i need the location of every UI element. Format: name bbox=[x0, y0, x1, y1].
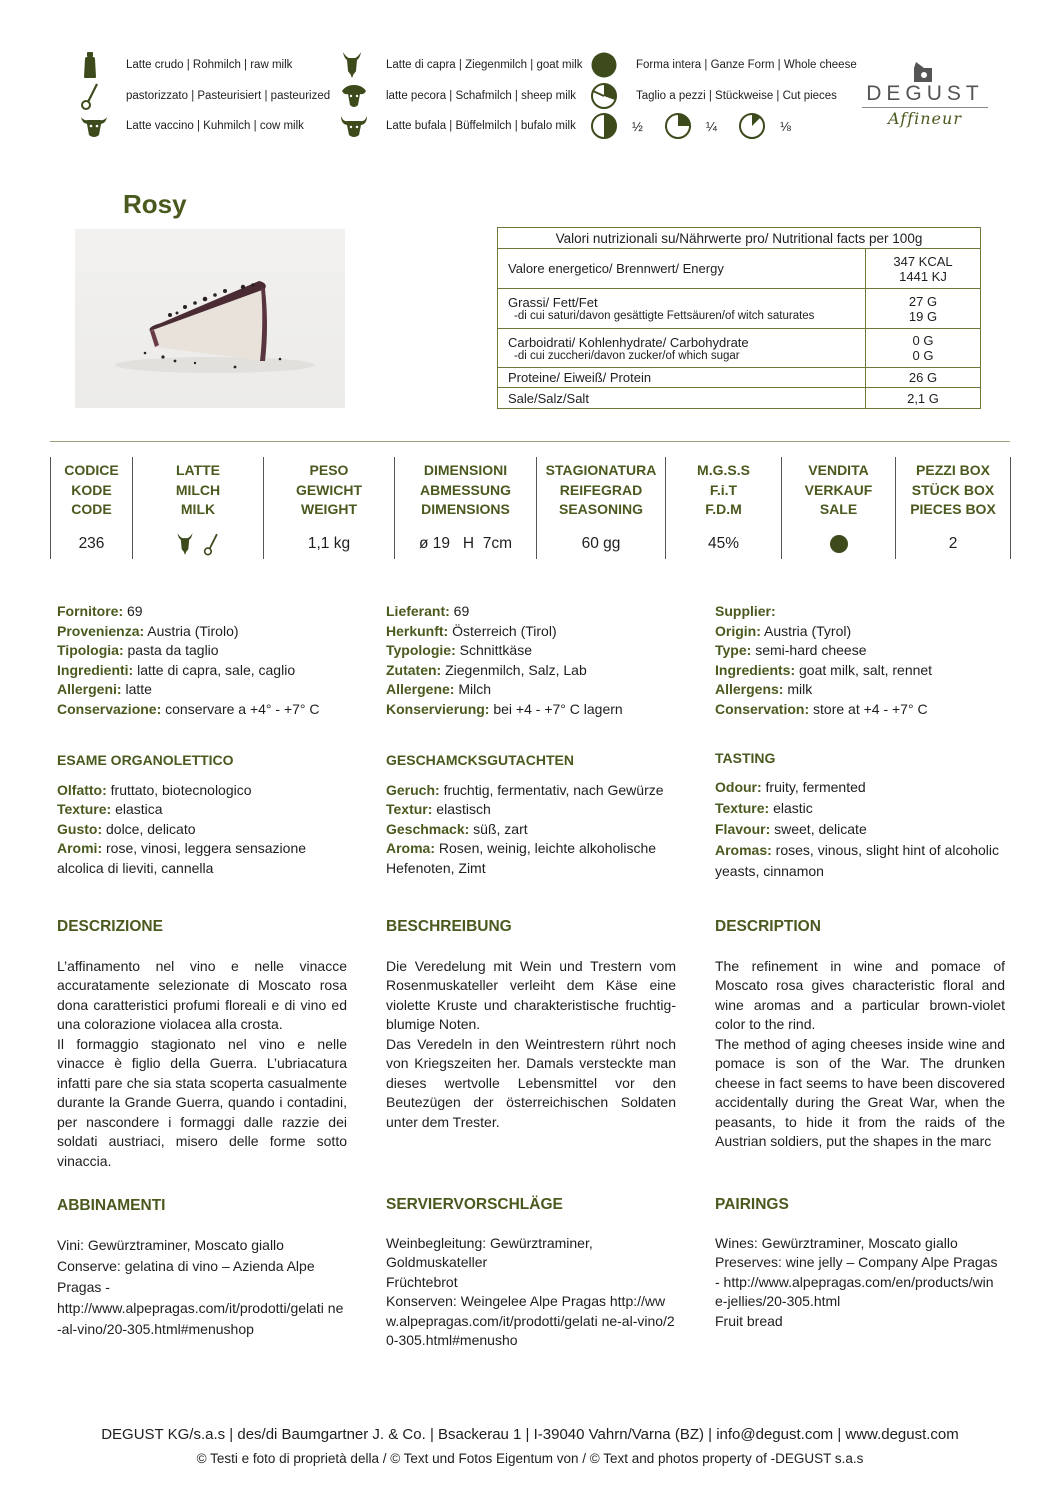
spec-pieces: PEZZI BOX STÜCK BOX PIECES BOX 2 bbox=[895, 457, 1011, 559]
nutrition-header: Valori nutrizionali su/Nährwerte pro/ Nutritional facts per 100g bbox=[498, 228, 981, 249]
pairing-text: Fruit bread bbox=[715, 1312, 783, 1329]
pairing-text: Wines: Gewürztraminer, Moscato giallo bbox=[715, 1234, 958, 1251]
buffalo-icon bbox=[340, 112, 374, 140]
column-en-desc bbox=[715, 917, 1005, 1152]
tasting-block: Odour: fruity, fermented Texture: elastic Flavour: sweet, delicate Aromas: roses, vinous, slight hint of alcoholic yeasts, cinnamon bbox=[715, 778, 1000, 879]
spec-seasoning-value: 60 gg bbox=[581, 535, 621, 552]
legend-item: Latte vaccino | Kuhmilch | cow milk bbox=[80, 111, 330, 142]
legend-forms bbox=[590, 50, 857, 142]
info-block: Lieferant: 69 Herkunft: Österreich (Tirol) Typologie: Schnittkäse Zutaten: Ziegenmilch, Salz, Lab Allergene: Milch Konservierung: bei +4 - +7° C lagern bbox=[386, 603, 623, 717]
legend-animals bbox=[340, 50, 582, 142]
fat-label: Grassi/ Fett/Fet bbox=[508, 295, 598, 310]
whole-cheese-icon bbox=[829, 534, 849, 554]
thermometer-icon bbox=[80, 82, 114, 110]
pairing-link: Preserves: wine jelly – Company Alpe Pragas - http://www.alpepragas.com/en/products/win e-jellies/20-305.html bbox=[715, 1254, 998, 1309]
spec-milk: LATTE MILCH MILK bbox=[132, 457, 263, 559]
protein-label: Proteine/ Eiweiß/ Protein bbox=[498, 368, 866, 388]
description-text: Das Veredeln in den Weintrestern rührt noch von Kriegszeiten her. Damals versteckte man dieses wertvolle Lebensmittel vor den Beutezügen der österreichischen Soldaten unter dem Trester. bbox=[386, 1035, 676, 1130]
column-en-pairings bbox=[715, 1195, 1005, 1331]
quarter-circle-icon bbox=[664, 112, 692, 140]
energy-label: Valore energetico/ Brennwert/ Energy bbox=[498, 249, 866, 289]
spec-weight: PESO GEWICHT WEIGHT 1,1 kg bbox=[263, 457, 394, 559]
spec-dimensions: DIMENSIONI ABMESSUNG DIMENSIONS ø 19 H 7cm bbox=[394, 457, 536, 559]
salt-value: 2,1 G bbox=[866, 388, 981, 409]
cow-icon bbox=[80, 112, 114, 140]
section-title: DESCRIZIONE bbox=[57, 918, 163, 935]
description-text: L’affinamento nel vino e nelle vinacce accuratamente selezionate di Moscato rosa dona caratteristici profumi floreali e di vino ed una colorazione violacea alla crosta. bbox=[57, 957, 347, 1032]
spec-sale: VENDITA VERKAUF SALE bbox=[781, 457, 895, 559]
saturates-value: 19 G bbox=[908, 308, 938, 324]
energy-kj: 1441 KJ bbox=[899, 268, 947, 284]
section-title: BESCHREIBUNG bbox=[386, 918, 512, 935]
degust-logo bbox=[860, 58, 990, 138]
tasting-block: Olfatto: fruttato, biotecnologico Texture: elastica Gusto: dolce, delicato Aromi: rose, vinosi, leggera sensazione alcolica di lieviti, cannella bbox=[57, 781, 307, 876]
sheep-icon bbox=[340, 82, 374, 110]
product-photo bbox=[75, 229, 345, 408]
tasting-block: Geruch: fruchtig, fermentativ, nach Gewürze Textur: elastisch Geschmack: süß, zart Aroma: Rosen, weinig, leichte alkoholische Hefenoten, Zimt bbox=[386, 781, 664, 876]
section-title: ESAME ORGANOLETTICO bbox=[57, 752, 234, 768]
description-text: The refinement in wine and pomace of Moscato rosa gives characteristic floral and wine aromas and a particular brown-violet color to the rind. bbox=[715, 957, 1005, 1032]
spec-seasoning: STAGIONATURA REIFEGRAD SEASONING 60 gg bbox=[536, 457, 665, 559]
legend-item: Forma intera | Ganze Form | Whole cheese bbox=[590, 50, 857, 81]
section-title: ABBINAMENTI bbox=[57, 1197, 166, 1214]
nutrition-table bbox=[497, 227, 981, 409]
legend-item: ½ bbox=[590, 112, 652, 140]
legend-item: ¼ bbox=[664, 112, 726, 140]
product-title: Rosy bbox=[123, 189, 187, 219]
legend bbox=[80, 50, 860, 150]
sugar-label: -di cui zuccheri/davon zucker/of which sugar bbox=[514, 349, 740, 362]
goat-icon bbox=[340, 51, 374, 79]
pairing-link: http://www.alpepragas.com/it/prodotti/gelati ne-al-vino/20-305.html#menushop bbox=[57, 1300, 344, 1337]
carb-value: 0 G bbox=[912, 333, 934, 348]
column-de bbox=[386, 602, 676, 878]
column-it-pairings bbox=[57, 1195, 347, 1340]
saturates-label: -di cui saturi/davon gesättigte Fettsäuren/of witch saturates bbox=[514, 310, 815, 322]
legend-item: Latte bufala | Büffelmilch | bufalo milk bbox=[340, 111, 582, 142]
spec-fdm: M.G.S.S F.i.T F.D.M 45% bbox=[665, 457, 781, 559]
info-block: Fornitore: 69 Provenienza: Austria (Tirolo) Tipologia: pasta da taglio Ingredienti: latte di capra, sale, caglio Allergeni: latte Conservazione: conservare a +4° - +7° C bbox=[57, 603, 320, 717]
sugar-value: 0 G bbox=[912, 348, 934, 363]
protein-value: 26 G bbox=[866, 368, 981, 388]
section-title: SERVIERVORSCHLÄGE bbox=[386, 1196, 563, 1213]
cheese-logo-icon bbox=[912, 60, 934, 84]
footer-contact: DEGUST KG/s.a.s | des/di Baumgartner J. & Co. | Bsackerau 1 | I-39040 Vahrn/Varna (BZ) | info@degust.com | www.degust.com bbox=[101, 1426, 959, 1443]
legend-fractions bbox=[590, 111, 857, 142]
pairing-text: Vini: Gewürztraminer, Moscato giallo bbox=[57, 1237, 284, 1253]
column-it-desc bbox=[57, 917, 347, 1171]
spec-code-value: 236 bbox=[78, 535, 105, 552]
goat-icon bbox=[175, 532, 195, 556]
legend-item: Latte crudo | Rohmilch | raw milk bbox=[80, 50, 330, 81]
spec-code: CODICE KODE CODE 236 bbox=[50, 457, 132, 559]
description-text: Die Veredelung mit Wein und Trestern vom Rosenmuskateller verleiht dem Käse eine violette Kruste und charakteristische fruchtig-blumige Noten. bbox=[386, 957, 676, 1032]
logo-brand: DEGUST bbox=[866, 82, 984, 105]
footer-copyright: © Testi e foto di proprietà della / © Text und Fotos Eigentum von / © Text and photos property of -DEGUST s.a.s bbox=[196, 1451, 864, 1466]
info-block: Supplier: Origin: Austria (Tyrol) Type: semi-hard cheese Ingredients: goat milk, salt, rennet Allergens: milk Conservation: store at +4 - +7° C bbox=[715, 603, 933, 717]
section-title: GESCHAMCKSGUTACHTEN bbox=[386, 752, 574, 768]
column-de-pairings bbox=[386, 1195, 676, 1351]
bottle-icon bbox=[80, 51, 114, 79]
logo-subtitle: Affineur bbox=[888, 109, 962, 128]
column-de-desc bbox=[386, 917, 676, 1132]
section-title: PAIRINGS bbox=[715, 1196, 789, 1213]
carb-label: Carboidrati/ Kohlenhydrate/ Carbohydrate bbox=[508, 334, 749, 350]
pairing-text: Weinbegleitung: Gewürztraminer, Goldmuskateller bbox=[386, 1234, 593, 1270]
column-en bbox=[715, 602, 1005, 882]
legend-item: Latte di capra | Ziegenmilch | goat milk bbox=[340, 50, 582, 81]
column-it bbox=[57, 602, 347, 878]
cut-pieces-icon bbox=[590, 82, 624, 110]
section-title: TASTING bbox=[715, 750, 776, 766]
legend-item: ⅛ bbox=[738, 112, 800, 140]
spec-bar bbox=[50, 457, 1011, 559]
thermometer-icon bbox=[203, 532, 221, 556]
legend-milk-types bbox=[80, 50, 330, 142]
energy-kcal: 347 KCAL bbox=[893, 253, 953, 269]
spec-fdm-value: 45% bbox=[707, 535, 740, 552]
pairing-link: Konserven: Weingelee Alpe Pragas http://www.alpepragas.com/it/prodotti/gelati ne-al-vino/20-305.html#menusho bbox=[386, 1293, 675, 1348]
legend-item: pastorizzato | Pasteurisiert | pasteurized bbox=[80, 81, 330, 112]
description-text: The method of aging cheeses inside wine and pomace is son of the War. The drunken cheese in fact seems to have been discovered accidentally during the Great War, when the peasants, to hide it from the raids of the Austrian soldiers, put the shapes in the marc bbox=[715, 1035, 1005, 1149]
divider bbox=[50, 441, 1010, 442]
pairing-text: Früchtebrot bbox=[386, 1273, 458, 1290]
legend-item: latte pecora | Schafmilch | sheep milk bbox=[340, 81, 582, 112]
spec-dimensions-value: ø 19 H 7cm bbox=[418, 535, 513, 552]
eighth-circle-icon bbox=[738, 112, 766, 140]
description-text: Il formaggio stagionato nel vino e nelle vinacce è figlio della Guerra. L’ubriacatura infatti pare che sia stata scoperta casualmente durante la Grande Guerra, quando i contadini, per nascondere i formaggi dalle razzie dei soldati austriaci, misero delle forme sotto vinaccia. bbox=[57, 1035, 347, 1169]
section-title: DESCRIPTION bbox=[715, 918, 821, 935]
spec-weight-value: 1,1 kg bbox=[307, 535, 351, 552]
spec-pieces-value: 2 bbox=[948, 535, 958, 552]
half-circle-icon bbox=[590, 112, 618, 140]
fat-value: 27 G bbox=[908, 293, 938, 309]
pairing-text: Conserve: gelatina di vino – Azienda Alpe Pragas - bbox=[57, 1258, 315, 1295]
salt-label: Sale/Salz/Salt bbox=[498, 388, 866, 409]
legend-item: Taglio a pezzi | Stückweise | Cut pieces bbox=[590, 81, 857, 112]
whole-cheese-icon bbox=[590, 51, 624, 79]
logo-divider bbox=[862, 107, 988, 108]
